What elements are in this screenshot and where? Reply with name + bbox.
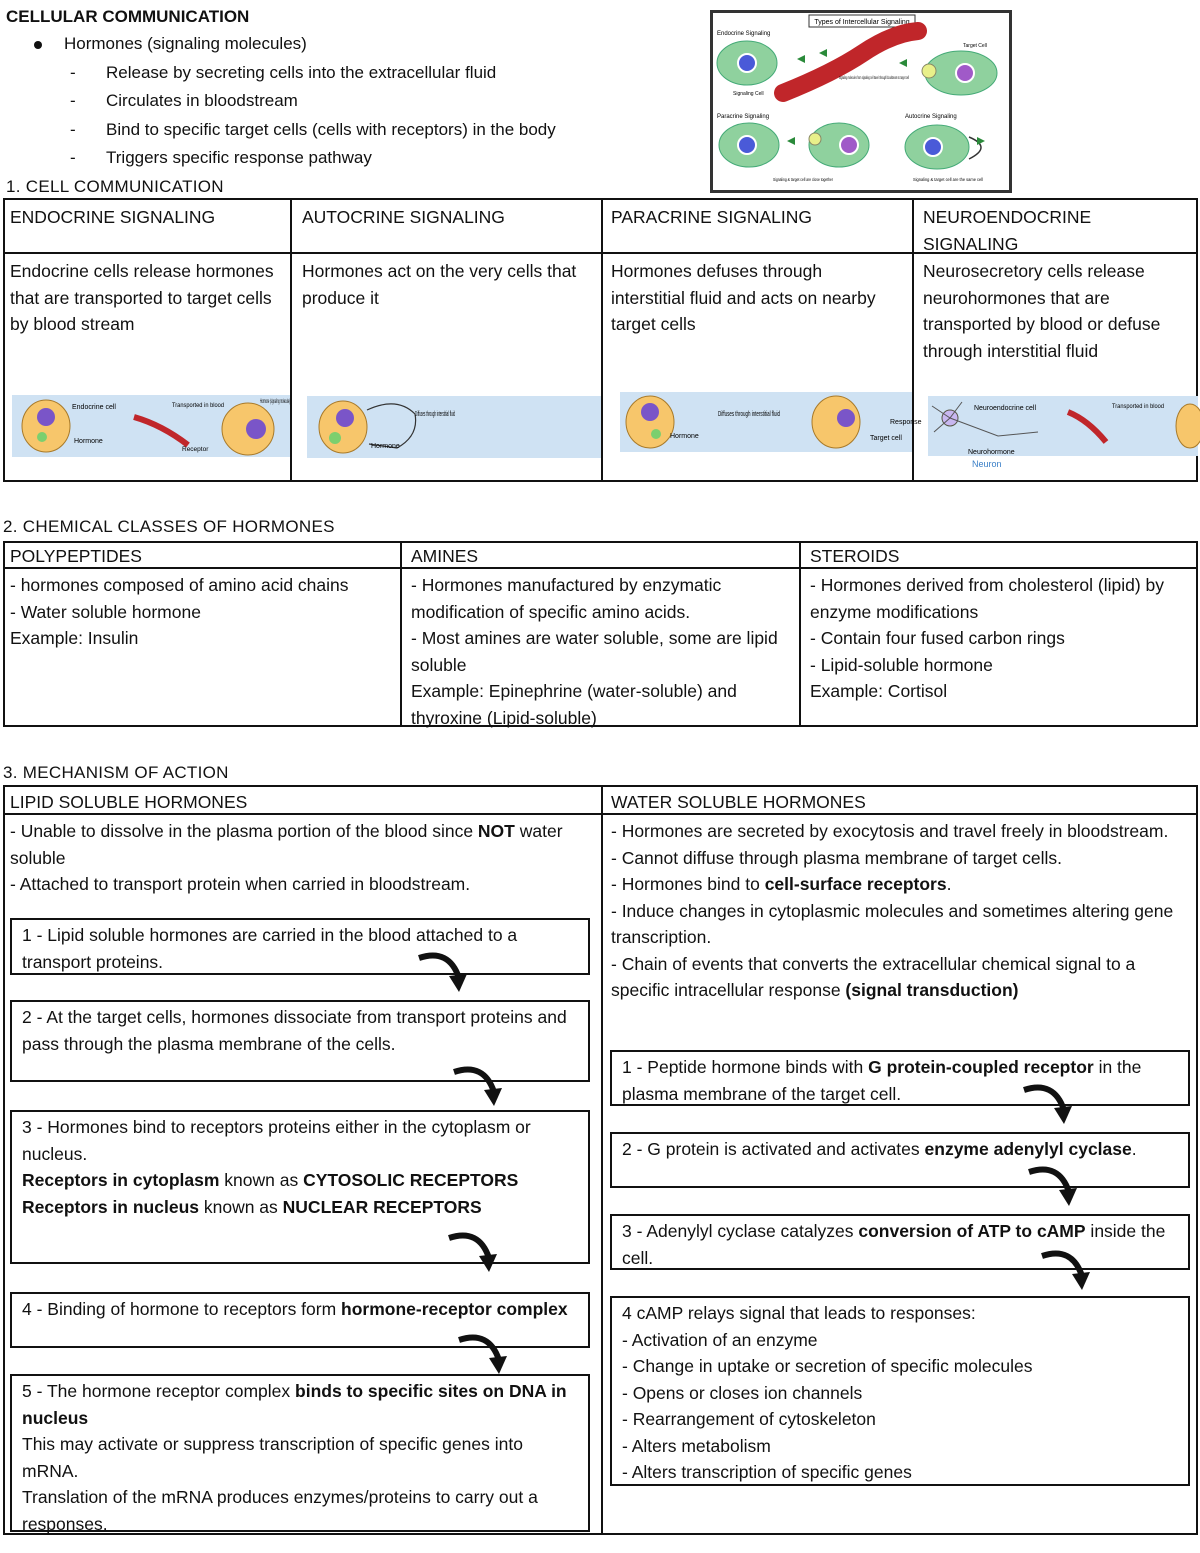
bold-span: (signal transduction) (845, 980, 1019, 1000)
steroids-body (803, 570, 1197, 707)
bullet-dot (34, 41, 42, 49)
step-text: Translation of the mRNA produces enzymes/proteins to carry out a responses. (22, 1487, 538, 1534)
text-span: in the plasma membrane of the target cell. (622, 1057, 1142, 1104)
neuron-label: Neuron (972, 459, 1002, 469)
step-text: 4 cAMP relays signal that leads to responses: (622, 1303, 976, 1323)
section1-title: 1. CELL COMMUNICATION (6, 177, 224, 196)
list-item: - Rearrangement of cytoskeleton (622, 1409, 876, 1429)
bold-span: enzyme adenylyl cyclase (924, 1139, 1132, 1159)
amines-body (404, 570, 796, 733)
fig-label: Hormone (371, 443, 400, 450)
neuroendocrine-heading: NEUROENDOCRINE SIGNALING (923, 207, 1092, 254)
body-line: Example: Cortisol (810, 681, 948, 701)
bold-span: NOT (477, 821, 515, 841)
sub-item-text: Triggers specific response pathway (106, 147, 372, 167)
water-intro-line: - Induce changes in cytoplasmic molecules and sometimes altering gene transcription. (611, 900, 1174, 947)
text-span: known as (219, 1170, 304, 1190)
water-intro-line (611, 951, 1191, 1004)
curved-arrow-icon (445, 1228, 497, 1280)
body-line: - Lipid-soluble hormone (810, 654, 993, 675)
fig-label: Neurohormone (968, 449, 1015, 456)
text-span: 1 - Peptide hormone binds with (622, 1057, 869, 1077)
water-heading: WATER SOLUBLE HORMONES (611, 792, 866, 812)
sub-item-text: Release by secreting cells into the extracellular fluid (106, 63, 497, 82)
text-span: 2 - G protein is activated and activates (622, 1139, 925, 1159)
text-span: 5 - The hormone receptor complex (22, 1381, 296, 1401)
receptor (809, 133, 821, 145)
endocrine-figure (12, 395, 290, 457)
endocrine-label: Endocrine Signaling (717, 31, 771, 37)
bold-span: NUCLEAR RECEPTORS (282, 1196, 482, 1217)
nucleus (924, 138, 942, 156)
fig-label: Endocrine cell (72, 404, 116, 411)
paracrine-label: Paracrine Signaling (717, 114, 770, 120)
endocrine-heading: ENDOCRINE SIGNALING (10, 207, 216, 227)
step-text (22, 1378, 578, 1431)
fig-label: Diffuses through interstitial fluid (718, 411, 781, 418)
bold-span: Receptors in nucleus (22, 1196, 199, 1217)
section2-title: 2. CHEMICAL CLASSES OF HORMONES (3, 517, 335, 536)
polypeptides-heading: POLYPEPTIDES (10, 546, 142, 566)
fig-label: Transported in blood (172, 402, 225, 409)
lipid-step-2: 2 - At the target cells, hormones dissociate from transport proteins and pass through the plasma membrane of the cells. (10, 1000, 590, 1082)
body-line: - Hormones manufactured by enzymatic modification of specific amino acids. (411, 575, 722, 622)
step-text (22, 1167, 578, 1194)
polypeptides-body (3, 570, 395, 654)
body-line: - Most amines are water soluble, some are lipid soluble (411, 628, 778, 675)
nucleus (840, 136, 858, 154)
lipid-intro-line (10, 818, 586, 871)
text-span: water soluble (10, 821, 563, 868)
text-span: - Hormones bind to (611, 874, 765, 894)
fig-label: Hormone (74, 438, 103, 445)
lipid-heading: LIPID SOLUBLE HORMONES (10, 792, 248, 812)
text-span: known as (199, 1196, 283, 1217)
fig-label: Target cell (870, 435, 902, 442)
curved-arrow-icon (455, 1330, 507, 1382)
autocrine-heading: AUTOCRINE SIGNALING (302, 207, 505, 227)
water-step-2 (610, 1132, 1190, 1188)
autocrine-label: Autocrine Signaling (905, 114, 957, 120)
step-text: This may activate or suppress transcription of specific genes into mRNA. (22, 1434, 523, 1481)
paracrine-text: Hormones defuses through interstitial fluid and acts on nearby target cells (611, 261, 876, 334)
list-item: - Activation of an enzyme (622, 1329, 818, 1350)
neuroendocrine-text: Neurosecretory cells release neurohormones that are transported by blood or defuse through interstitial fluid (923, 261, 1161, 361)
lipid-step-3 (10, 1110, 590, 1264)
body-line: - Contain four fused carbon rings (810, 628, 1065, 648)
text-span: inside the cell. (622, 1221, 1166, 1268)
step-text: 3 - Hormones bind to receptors proteins either in the cytoplasm or nucleus. (22, 1117, 531, 1164)
water-step-1 (610, 1050, 1190, 1106)
water-intro-line: - Hormones are secreted by exocytosis and travel freely in bloodstream. (611, 821, 1169, 841)
autocrine-figure (307, 396, 601, 458)
neuroendocrine-figure (928, 396, 1198, 456)
step-text (22, 1194, 578, 1221)
paracrine-heading: PARACRINE SIGNALING (611, 207, 812, 227)
sub-item: - Circulates in bloodstream (70, 91, 298, 111)
bullet-text: Hormones (signaling molecules) (64, 34, 307, 53)
bold-span: Receptors in cytoplasm (22, 1170, 220, 1190)
list-item: - Alters metabolism (622, 1435, 771, 1456)
bullet-item (34, 31, 307, 57)
bold-span: G protein-coupled receptor (868, 1057, 1094, 1077)
paracrine-figure (620, 392, 922, 452)
water-intro-line: - Cannot diffuse through plasma membrane of target cells. (611, 847, 1063, 868)
fig-label: Neuroendocrine cell (974, 405, 1037, 412)
fig-label: Receptor (182, 446, 209, 453)
travel-note: Signaling molecules from signaling cell travel through bloodstream to target cell (839, 75, 909, 80)
signaling-cell-label: Signaling Cell (733, 91, 764, 97)
bold-span: hormone-receptor complex (341, 1299, 568, 1319)
sub-item: - Release by secreting cells into the extracellular fluid (70, 63, 497, 82)
list-item: - Change in uptake or secretion of specific molecules (622, 1356, 1033, 1376)
figure-title: Types of Intercellular Signaling (814, 19, 910, 26)
nucleus (738, 136, 756, 154)
bold-span: binds to specific sites on DNA in nucleus (22, 1381, 567, 1428)
autocrine-text: Hormones act on the very cells that produce it (302, 261, 577, 308)
paracrine-note: Signaling & target cell are close together (773, 177, 834, 182)
body-line: Example: Epinephrine (water-soluble) and thyroxine (Lipid-soluble) (411, 681, 737, 728)
text-span: . (1131, 1139, 1137, 1159)
section3-title: 3. MECHANISM OF ACTION (3, 763, 229, 782)
endocrine-text: Endocrine cells release hormones that are transported to target cells by blood stream (10, 261, 274, 334)
fig-label: Response (890, 419, 922, 426)
receptor (922, 64, 936, 78)
sub-item: - Bind to specific target cells (cells with receptors) in the body (70, 119, 556, 139)
curved-arrow-icon (1025, 1162, 1077, 1214)
list-item: - Opens or closes ion channels (622, 1382, 863, 1403)
sub-list (70, 59, 556, 172)
intercellular-signaling-figure (710, 10, 1012, 193)
autocrine-note: Signaling & target cell are the same cell (913, 177, 983, 182)
fig-label: Hormone (670, 433, 699, 440)
text-span: - Unable to dissolve in the plasma portion of the blood since (10, 821, 478, 841)
curved-arrow-icon (1038, 1246, 1090, 1298)
bold-span: conversion of ATP to cAMP (858, 1221, 1086, 1241)
bold-span: cell-surface receptors (764, 874, 947, 894)
water-step-3 (610, 1214, 1190, 1270)
fig-label: Hormone (signaling molecule) (260, 399, 291, 405)
sub-item: - Triggers specific response pathway (70, 147, 372, 167)
water-step-4 (610, 1296, 1190, 1486)
fig-label: Transported in blood (1112, 403, 1165, 410)
water-intro-line (611, 871, 1191, 898)
body-line: - Water soluble hormone (10, 601, 201, 622)
text-span: 3 - Adenylyl cyclase catalyzes (622, 1221, 859, 1241)
lipid-step-1: 1 - Lipid soluble hormones are carried in the blood attached to a transport proteins. (10, 918, 590, 975)
bold-span: CYTOSOLIC RECEPTORS (303, 1170, 519, 1190)
target-cell-label: Target Cell (963, 43, 987, 49)
fig-label: Diffuses through interstitial fluid (415, 411, 456, 418)
nucleus (738, 54, 756, 72)
signaling-diagram (713, 13, 1009, 190)
curved-arrow-icon (415, 948, 467, 1000)
sub-item-text: Circulates in bloodstream (106, 91, 298, 111)
amines-heading: AMINES (411, 546, 479, 566)
text-span: 4 - Binding of hormone to receptors form (22, 1299, 342, 1319)
list-item: - Alters transcription of specific genes (622, 1462, 912, 1482)
nucleus (956, 64, 974, 82)
water-intro (604, 816, 1198, 1006)
curved-arrow-icon (450, 1062, 502, 1114)
text-span: . (946, 874, 952, 894)
lipid-step-5 (10, 1374, 590, 1532)
steroids-heading: STEROIDS (810, 546, 900, 566)
text-span: - Chain of events that converts the extracellular chemical signal to a specific intracellular response (611, 953, 1136, 1000)
lipid-intro-line: - Attached to transport protein when carried in bloodstream. (10, 874, 471, 894)
lipid-intro (3, 816, 593, 900)
sub-item-text: Bind to specific target cells (cells with receptors) in the body (106, 119, 556, 139)
body-line: - Hormones derived from cholesterol (lipid) by enzyme modifications (810, 575, 1165, 622)
body-line: - hormones composed of amino acid chains (10, 575, 349, 595)
curved-arrow-icon (1020, 1080, 1072, 1132)
body-line: Example: Insulin (10, 628, 139, 648)
page-title: CELLULAR COMMUNICATION (6, 7, 250, 26)
